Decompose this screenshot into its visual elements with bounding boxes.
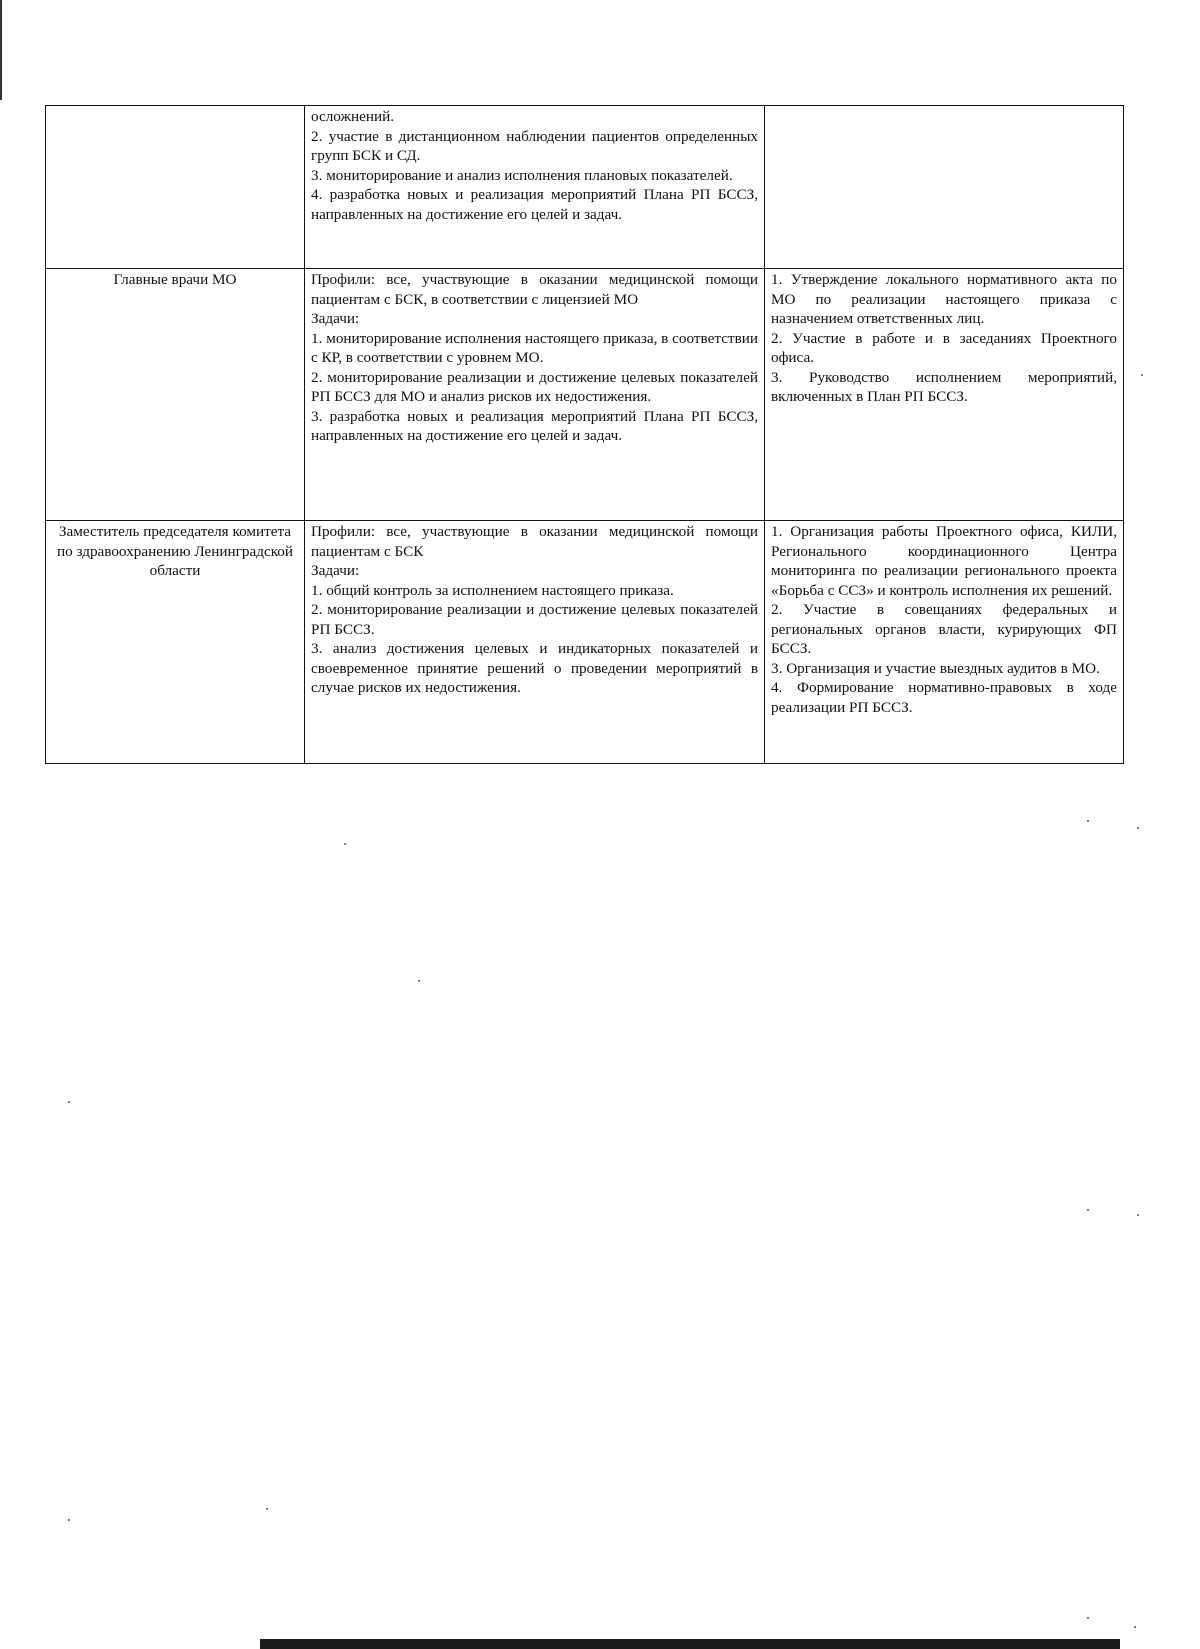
responsibility-line: 4. Формирование нормативно-правовых в ходе реализации РП БССЗ. [771, 679, 1117, 716]
task-line: 4. разработка новых и реализация мероприятий Плана РП БССЗ, направленных на достижение его целей и задач. [311, 186, 758, 223]
responsibility-line: 2. Участие в работе и в заседаниях Проектного офиса. [771, 329, 1117, 366]
task-line: 3. разработка новых и реализация мероприятий Плана РП БССЗ, направленных на достижение его целей и задач. [311, 407, 758, 444]
task-line: Задачи: [311, 310, 360, 327]
responsibilities-cell [765, 269, 1124, 521]
task-line: 3. мониторирование и анализ исполнения плановых показателей. [311, 166, 733, 184]
scan-speck [68, 1101, 70, 1103]
table-row [46, 106, 1124, 269]
scan-speck [1087, 1209, 1089, 1211]
task-line: 1. общий контроль за исполнением настоящего приказа. [311, 581, 674, 599]
responsibility-table [45, 105, 1124, 764]
task-line: 3. анализ достижения целевых и индикаторных показателей и своевременное принятие решений о проведении мероприятий в случае рисков их недостижения. [311, 640, 758, 696]
scan-speck [1141, 374, 1143, 376]
scan-speck [418, 980, 420, 982]
scan-edge-left [0, 0, 2, 100]
role-label: Заместитель председателя комитета по здравоохранению Ленинградской области [56, 523, 294, 579]
role-cell [46, 106, 305, 269]
table-row [46, 521, 1124, 764]
scan-speck [1137, 1214, 1139, 1216]
role-label: Главные врачи МО [113, 271, 237, 288]
task-line: 2. мониторирование реализации и достижение целевых показателей РП БССЗ для МО и анализ рисков их недостижения. [311, 368, 758, 405]
tasks-cell [305, 521, 765, 764]
responsibilities-cell [765, 106, 1124, 269]
role-cell [46, 269, 305, 521]
scan-edge-bottom [260, 1639, 1120, 1649]
responsibility-line: 3. Руководство исполнением мероприятий, включенных в План РП БССЗ. [771, 368, 1117, 405]
scan-speck [1087, 1617, 1089, 1619]
responsibility-line: 3. Организация и участие выездных аудитов в МО. [771, 659, 1100, 677]
scan-speck [1087, 820, 1089, 822]
scan-speck [344, 843, 346, 845]
scan-speck [68, 1519, 70, 1521]
task-line: 1. мониторирование исполнения настоящего приказа, в соответствии с КР, в соответствии с уровнем МО. [311, 329, 758, 366]
tasks-cell [305, 106, 765, 269]
role-cell [46, 521, 305, 764]
task-line: Профили: все, участвующие в оказании медицинской помощи пациентам с БСК [311, 523, 758, 560]
tasks-cell [305, 269, 765, 521]
table-row [46, 269, 1124, 521]
task-line: Задачи: [311, 562, 360, 579]
task-line: 2. участие в дистанционном наблюдении пациентов определенных групп БСК и СД. [311, 127, 758, 164]
responsibility-line: 1. Организация работы Проектного офиса, КИЛИ, Регионального координационного Центра мониторинга по реализации регионального проекта «Борьба с ССЗ» и контроль исполнения их решений. [771, 523, 1117, 599]
task-line: осложнений. [311, 108, 395, 125]
scan-speck [1137, 827, 1139, 829]
task-line: Профили: все, участвующие в оказании медицинской помощи пациентам с БСК, в соответствии с лицензией МО [311, 271, 758, 308]
responsibility-line: 2. Участие в совещаниях федеральных и региональных органов власти, курирующих ФП БССЗ. [771, 601, 1117, 657]
responsibilities-cell [765, 521, 1124, 764]
scan-speck [1134, 1626, 1136, 1628]
task-line: 2. мониторирование реализации и достижение целевых показателей РП БССЗ. [311, 601, 758, 638]
scan-speck [266, 1508, 268, 1510]
responsibility-line: 1. Утверждение локального нормативного акта по МО по реализации настоящего приказа с назначением ответственных лиц. [771, 271, 1117, 327]
